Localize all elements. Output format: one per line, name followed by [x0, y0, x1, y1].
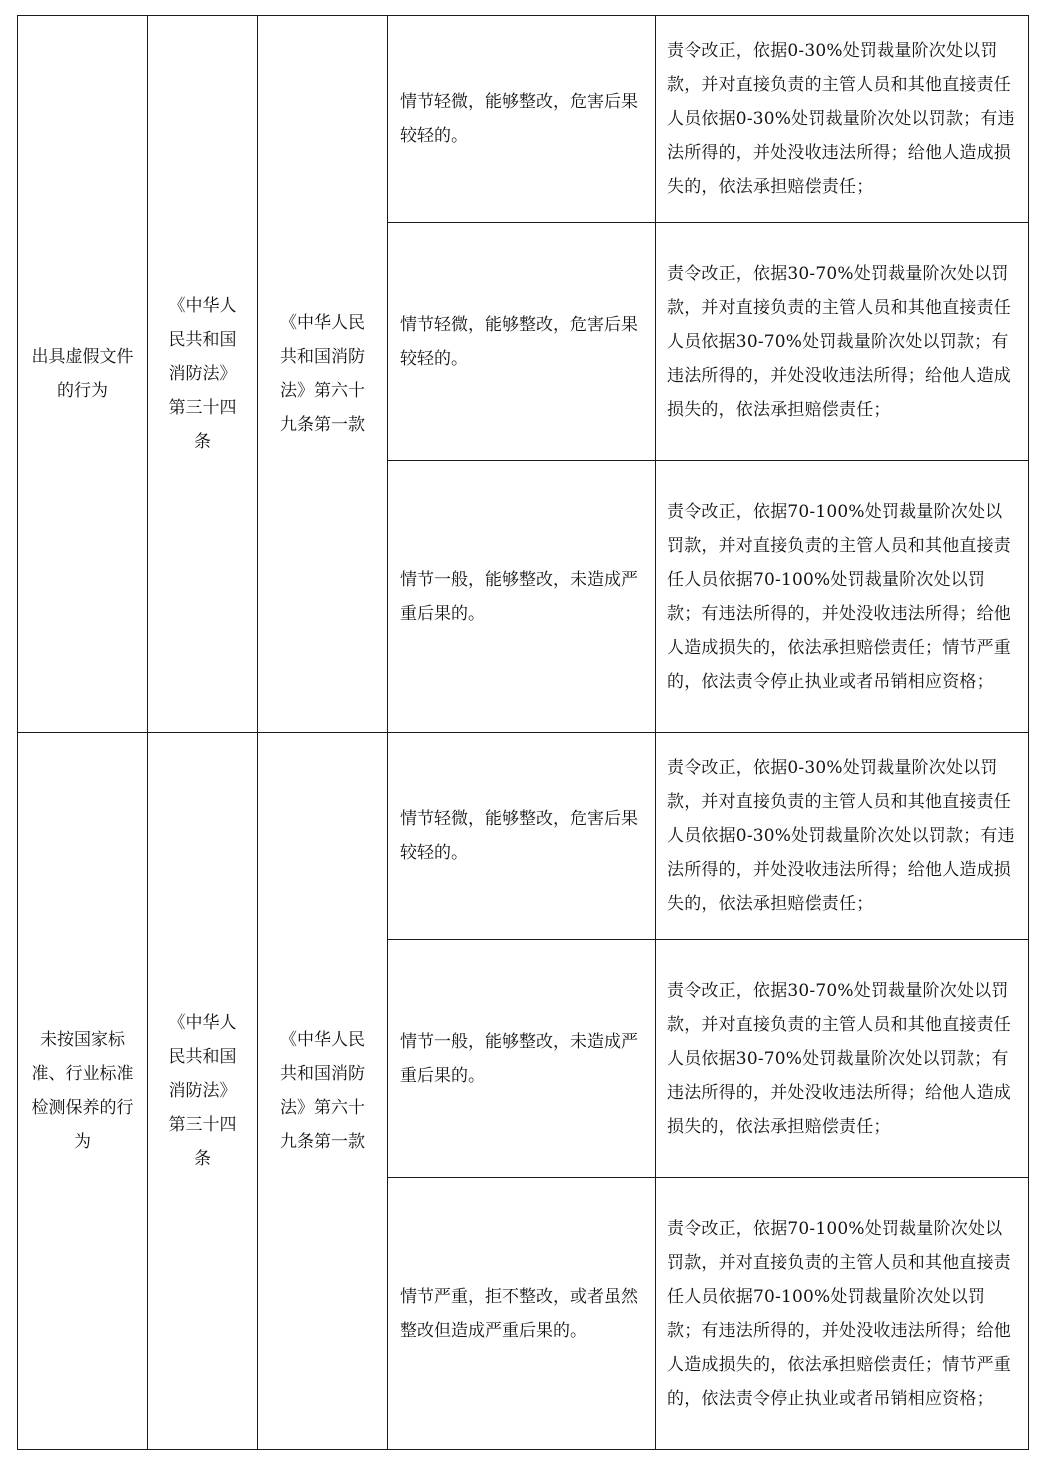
penalty-measure-cell: 责令改正，依据30-70%处罚裁量阶次处以罚款，并对直接负责的主管人员和其他直接责任人员依据30-70%处罚裁量阶次处以罚款；有违法所得的，并处没收违法所得；给他人造成损失的，依法承担赔偿责任； — [656, 940, 1029, 1178]
legal-basis-cell: 《中华人民共和国消防法》第三十四条 — [148, 16, 258, 733]
circumstance-cell: 情节一般，能够整改，未造成严重后果的。 — [388, 461, 656, 733]
penalty-measure-cell: 责令改正，依据70-100%处罚裁量阶次处以罚款，并对直接负责的主管人员和其他直接责任人员依据70-100%处罚裁量阶次处以罚款；有违法所得的，并处没收违法所得；给他人造成损失的，依法承担赔偿责任；情节严重的，依法责令停止执业或者吊销相应资格； — [656, 461, 1029, 733]
circumstance-cell: 情节轻微，能够整改，危害后果较轻的。 — [388, 16, 656, 223]
table-row — [18, 733, 1029, 940]
penalty-measure-cell: 责令改正，依据70-100%处罚裁量阶次处以罚款，并对直接负责的主管人员和其他直接责任人员依据70-100%处罚裁量阶次处以罚款；有违法所得的，并处没收违法所得；给他人造成损失的，依法承担赔偿责任；情节严重的，依法责令停止执业或者吊销相应资格； — [656, 1178, 1029, 1450]
table-row — [18, 16, 1029, 223]
penalty-discretion-table — [17, 15, 1029, 1450]
circumstance-cell: 情节一般，能够整改，未造成严重后果的。 — [388, 940, 656, 1178]
legal-basis-cell: 《中华人民共和国消防法》第三十四条 — [148, 733, 258, 1450]
violation-behavior-cell: 未按国家标准、行业标准检测保养的行为 — [18, 733, 148, 1450]
violation-behavior-cell: 出具虚假文件的行为 — [18, 16, 148, 733]
circumstance-cell: 情节轻微，能够整改，危害后果较轻的。 — [388, 733, 656, 940]
circumstance-cell: 情节严重，拒不整改，或者虽然整改但造成严重后果的。 — [388, 1178, 656, 1450]
penalty-basis-cell: 《中华人民共和国消防法》第六十九条第一款 — [258, 733, 388, 1450]
penalty-measure-cell: 责令改正，依据30-70%处罚裁量阶次处以罚款，并对直接负责的主管人员和其他直接责任人员依据30-70%处罚裁量阶次处以罚款；有违法所得的，并处没收违法所得；给他人造成损失的，依法承担赔偿责任； — [656, 223, 1029, 461]
penalty-measure-cell: 责令改正，依据0-30%处罚裁量阶次处以罚款，并对直接负责的主管人员和其他直接责任人员依据0-30%处罚裁量阶次处以罚款；有违法所得的，并处没收违法所得；给他人造成损失的，依法承担赔偿责任； — [656, 16, 1029, 223]
circumstance-cell: 情节轻微，能够整改，危害后果较轻的。 — [388, 223, 656, 461]
penalty-basis-cell: 《中华人民共和国消防法》第六十九条第一款 — [258, 16, 388, 733]
penalty-measure-cell: 责令改正，依据0-30%处罚裁量阶次处以罚款，并对直接负责的主管人员和其他直接责任人员依据0-30%处罚裁量阶次处以罚款；有违法所得的，并处没收违法所得；给他人造成损失的，依法承担赔偿责任； — [656, 733, 1029, 940]
